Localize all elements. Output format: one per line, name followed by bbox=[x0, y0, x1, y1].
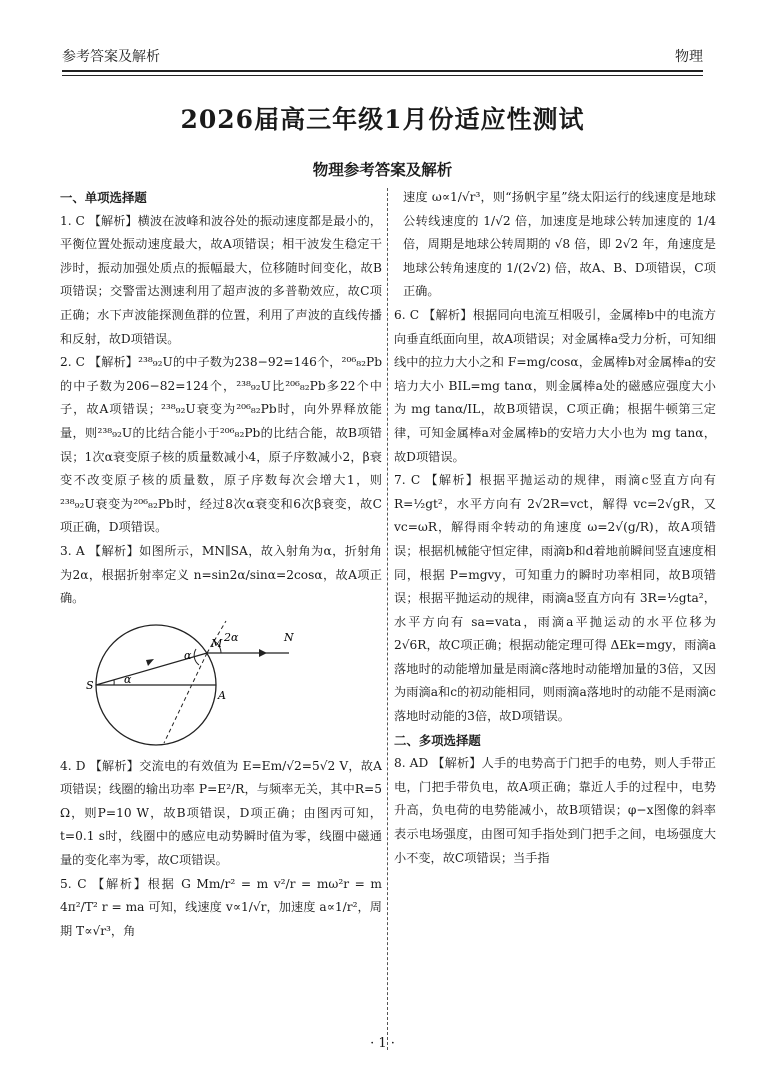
answer-item: 5. C 【解析】根据 G Mm/r² = m v²/r = mω²r = m 4π²/T² r = ma 可知，线速度 v∝1/√r，加速度 a∝1/r²，周期 T∝√r³，角 bbox=[60, 876, 382, 938]
answer-item: 2. C 【解析】²³⁸₉₂U的中子数为238−92=146个，²⁰⁶₈₂Pb的中子数为206−82=124个，²³⁸₉₂U比²⁰⁶₈₂Pb多22个中子，故A项错误；²³⁸₉₂U衰变为²⁰⁶₈₂Pb时，向外界释放能量，则²³⁸₉₂U的比结合能小于²⁰⁶₈₂Pb的比结合能，故B项错误；1次α衰变原子核的质量数减小4，原子序数减小2，β衰变不改变原子核的质量数，原子序数每次会增大1，则²³⁸₉₂U衰变为²⁰⁶₈₂Pb时，经过8次α衰变和6次β衰变，故C项正确，D项错误。 bbox=[60, 355, 382, 535]
diagram-label: α bbox=[124, 672, 132, 686]
answer-item: 1. C 【解析】横波在波峰和波谷处的振动速度都是最小的，平衡位置处振动速度最大，故A项错误；相干波发生稳定干涉时，振动加强处质点的振幅最大，位移随时间变化，故B项错误；交警雷达测速利用了超声波的多普勒效应，故C项正确；水下声波能探测鱼群的位置，利用了声波的直线传播和反射，故D项错误。 bbox=[60, 213, 382, 346]
diagram-label: S bbox=[86, 678, 94, 692]
diagram-label: α bbox=[184, 648, 192, 662]
answer-item: 4. D 【解析】交流电的有效值为 E=Em/√2=5√2 V，故A项错误；线圈的输出功率 P=E²/R，与频率无关，其中R=5 Ω，则P=10 W，故B项错误，D项正确；由图丙可知，t=0.1 s时，线圈中的感应电动势瞬时值为零，线圈中磁通量的变化率为零，故C项错误。 bbox=[60, 758, 382, 868]
right-column bbox=[394, 186, 716, 870]
answer-item: 8. AD 【解析】人手的电势高于门把手的电势，则人手带正电，门把手带负电，故A项正确；靠近人手的过程中，电势升高，负电荷的电势能减小，故B项错误；φ−x图像的斜率表示电场强度，由图可知手指处到门把手之间，电场强度大小不变，故C项错误；当手指 bbox=[394, 756, 716, 865]
refraction-circle-diagram bbox=[84, 619, 334, 749]
section-heading: 一、单项选择题 bbox=[60, 190, 147, 205]
column-divider bbox=[387, 188, 388, 1050]
left-column bbox=[60, 186, 382, 943]
diagram-label: 2α bbox=[224, 630, 239, 644]
diagram-label: N bbox=[284, 630, 294, 644]
header-right: 物理 bbox=[675, 49, 703, 65]
page-header bbox=[62, 44, 703, 72]
diagram-label: A bbox=[218, 688, 226, 702]
answer-item: 3. A 【解析】如图所示，MN∥SA，故入射角为α，折射角为2α，根据折射率定义 n=sin2α/sinα=2cosα，故A项正确。 bbox=[60, 543, 382, 606]
answer-item: 速度 ω∝1/√r³，则“扬帆宇星”绕太阳运行的线速度是地球公转线速度的 1/√2 倍，加速度是地球公转加速度的 1/4 倍，周期是地球公转周期的 √8 倍，即 2√2 年，角速度是地球公转角速度的 1/(2√2) 倍，故A、B、D项错误，C项正确。 bbox=[403, 190, 716, 299]
page-subtitle: 物理参考答案及解析 bbox=[312, 160, 453, 179]
section-heading: 二、多项选择题 bbox=[394, 732, 481, 748]
header-left: 参考答案及解析 bbox=[62, 49, 160, 65]
answer-item: 6. C 【解析】根据同向电流互相吸引，金属棒b中的电流方向垂直纸面向里，故A项错误；对金属棒a受力分析，可知细线中的拉力大小之和 F=mg/cosα，金属棒b对金属棒a的安培力大小 BIL=mg tanα，则金属棒a处的磁感应强度大小为 mg tanα/IL，故B项错误，C项正确；根据牛顿第三定律，可知金属棒a对金属棒b的安培力大小也为 mg tanα，故D项错误。 bbox=[394, 307, 716, 464]
answer-item: 7. C 【解析】根据平抛运动的规律，雨滴c竖直方向有 R=½gt²，水平方向有 2√2R=vct，解得 vc=2√gR，又 vc=ωR，解得雨伞转动的角速度 ω=2√(g/R)，故A项错误；根据机械能守恒定律，雨滴b和d着地前瞬间竖直速度相同，根据 P=mgvy，可知重力的瞬时功率相同，故B项错误；根据平抛运动的规律，雨滴a竖直方向有 3R=½gta²，水平方向有 sa=vata，雨滴a平抛运动的水平位移为 2√6R，故C项正确；根据动能定理可得 ΔEk=mgy，雨滴a落地时的动能增加量是雨滴c落地时动能增加量的3倍，又因为雨滴a和c的初动能相同，则雨滴a落地时的动能不是雨滴c落地时动能的3倍，故D项错误。 bbox=[394, 473, 716, 724]
diagram-label: M bbox=[211, 636, 223, 650]
page-number: · 1 · bbox=[370, 1036, 395, 1051]
page-title: 2026届高三年级1月份适应性测试 bbox=[180, 105, 585, 134]
